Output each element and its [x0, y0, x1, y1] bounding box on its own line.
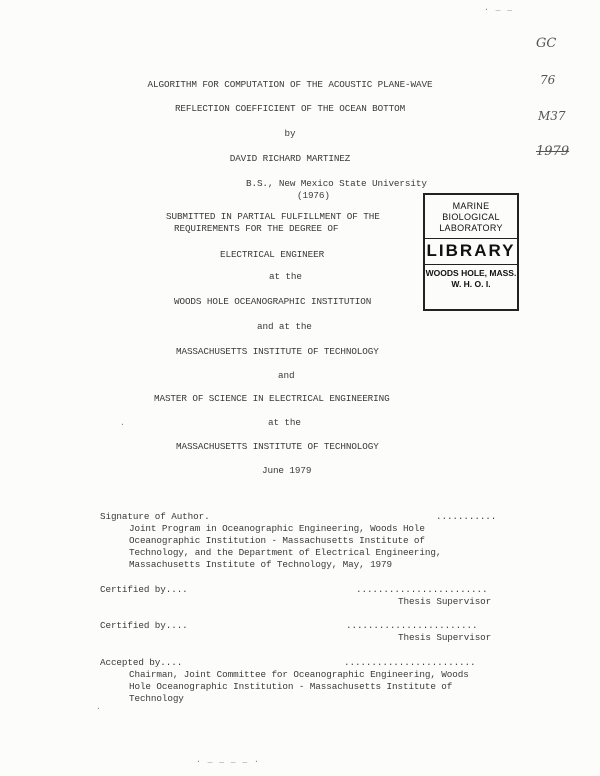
signature-line: ........................: [356, 584, 488, 595]
supervisor-role: Thesis Supervisor: [398, 596, 492, 607]
prior-degree: B.S., New Mexico State University: [246, 178, 427, 189]
at-the-label: at the: [269, 271, 302, 282]
author-name: DAVID RICHARD MARTINEZ: [229, 153, 351, 164]
stamp-text: W. H. O. I.: [451, 279, 491, 289]
submission-statement: SUBMITTED IN PARTIAL FULFILLMENT OF THE: [166, 211, 380, 222]
call-number-line: 1979: [536, 144, 570, 159]
committee-chair: Technology: [129, 693, 184, 704]
degree-name: ELECTRICAL ENGINEER: [220, 249, 325, 260]
thesis-title-line: REFLECTION COEFFICIENT OF THE OCEAN BOTTOM: [174, 103, 406, 114]
by-label: by: [284, 128, 296, 139]
author-signature-label: Signature of Author.: [100, 511, 210, 522]
committee-chair: Chairman, Joint Committee for Oceanographic Engineering, Woods: [129, 669, 469, 680]
and-at-the-label: and at the: [257, 321, 312, 332]
call-number-line: GC: [536, 36, 557, 51]
scan-speck: .: [120, 419, 126, 428]
library-stamp: [423, 193, 519, 311]
stamp-text: LABORATORY: [439, 223, 503, 233]
author-affiliation: Technology, and the Department of Electrical Engineering,: [129, 547, 442, 558]
author-affiliation: Joint Program in Oceanographic Engineering, Woods Hole: [129, 523, 425, 534]
author-affiliation: Massachusetts Institute of Technology, May, 1979: [129, 559, 392, 570]
supervisor-role: Thesis Supervisor: [398, 632, 492, 643]
signature-line: ........................: [344, 657, 476, 668]
certified-by-label: Certified by....: [100, 620, 188, 631]
institution-name: MASSACHUSETTS INSTITUTE OF TECHNOLOGY: [176, 441, 379, 452]
scan-speck: . _ _: [484, 4, 514, 13]
institution-name: WOODS HOLE OCEANOGRAPHIC INSTITUTION: [174, 296, 372, 307]
certified-by-label: Certified by....: [100, 584, 188, 595]
submission-statement: REQUIREMENTS FOR THE DEGREE OF: [174, 223, 339, 234]
accepted-by-label: Accepted by....: [100, 657, 183, 668]
institution-name: MASSACHUSETTS INSTITUTE OF TECHNOLOGY: [176, 346, 379, 357]
at-the-label: at the: [268, 417, 301, 428]
call-number-line: M37: [538, 109, 566, 123]
degree-name: MASTER OF SCIENCE IN ELECTRICAL ENGINEERING: [154, 393, 390, 404]
stamp-library: LIBRARY: [425, 238, 517, 265]
signature-line: ........................: [346, 620, 478, 631]
stamp-text: WOODS HOLE, MASS.: [425, 268, 517, 278]
thesis-date: June 1979: [262, 465, 312, 476]
scan-speck: .: [96, 703, 102, 712]
thesis-title-line: ALGORITHM FOR COMPUTATION OF THE ACOUSTIC PLANE-WAVE: [147, 79, 433, 90]
call-number-line: 76: [540, 73, 556, 87]
stamp-text: MARINE: [452, 201, 490, 211]
committee-chair: Hole Oceanographic Institution - Massachusetts Institute of: [129, 681, 453, 692]
scan-speck: . _ _ _ _ .: [196, 756, 260, 765]
prior-degree-year: (1976): [297, 190, 330, 201]
stamp-text: BIOLOGICAL: [442, 212, 500, 222]
author-affiliation: Oceanographic Institution - Massachusetts Institute of: [129, 535, 425, 546]
signature-line: ...........: [436, 511, 497, 522]
and-label: and: [278, 370, 295, 381]
